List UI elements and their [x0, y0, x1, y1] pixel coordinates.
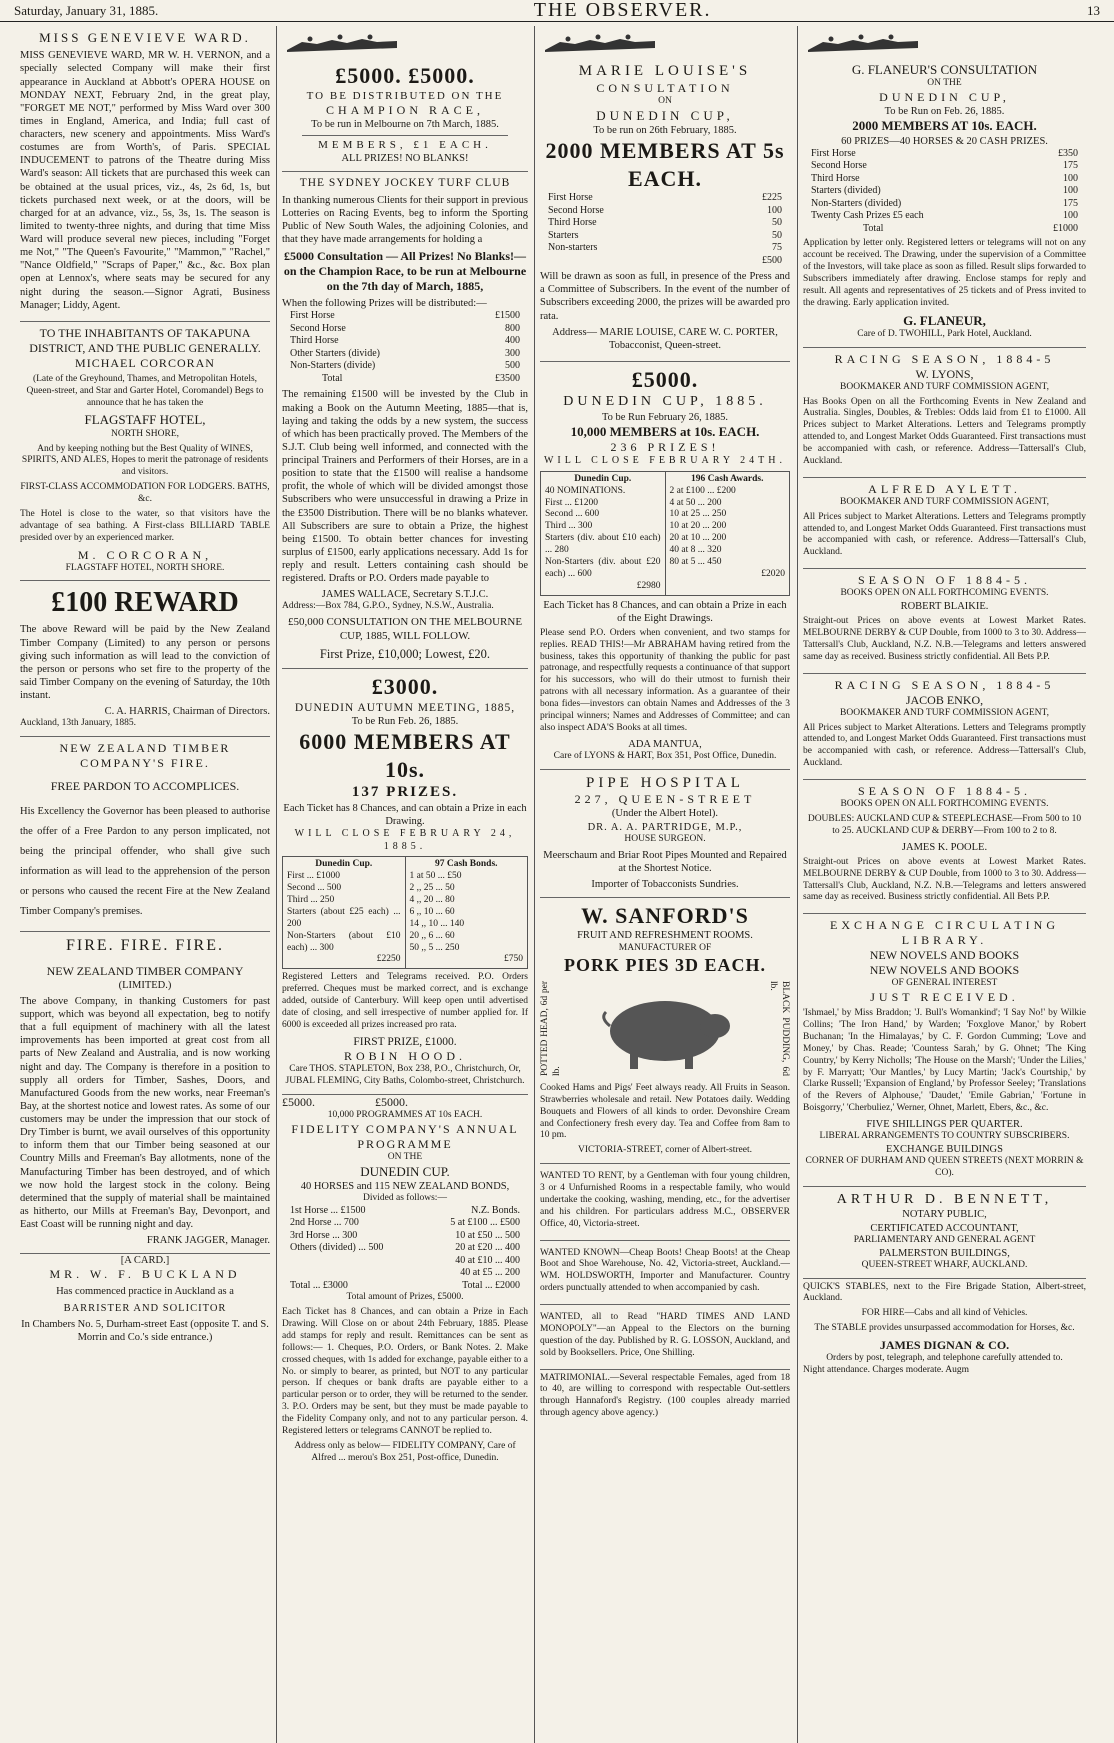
d3000-address: Care THOS. STAPLETON, Box 238, P.O., Christchurch, Or, JUBAL FLEMING, City Baths, Colombo-street, Christchurch. — [285, 1064, 525, 1086]
column-rule — [534, 26, 535, 1743]
quick-stable: The STABLE provides unsurpassed accommodation for Horses, &c. — [814, 1323, 1075, 1334]
column-rule — [276, 26, 277, 1743]
enko-body: All Prices subject to Market Alterations. Letters and Telegrams promptly attended to, and Longest Market Odds Guaranteed. First transactions must be accompanied with cash, or reference. Address—Tattersall's Club, Auckland. — [803, 722, 1086, 769]
aylett-role: BOOKMAKER AND TURF COMMISSION AGENT, — [840, 496, 1049, 507]
d5000-body: Please send P.O. Orders when convenient, and two stamps for replies. READ THIS!—Mr ABRAHAM having retired from the business, takes this opportunity of thanking the public for past patronage, and respectfully requests a continuance of that support for his successors, who will do their utmost to furnish their patrons with all necessary information. As a guarantee of their bona fides—investors can obtain Names and Addresses of the 3 principal winners; Names and Addresses of Committee; and can also inspect ADA'S Books at all times. — [540, 627, 790, 733]
sanford-side-right: BLACK PUDDING, 6d lb. — [768, 980, 790, 1076]
d5000-heading: DUNEDIN CUP, 1885. — [563, 394, 767, 410]
prize-row: First Horse £1500 — [290, 310, 520, 322]
bennett-building: PALMERSTON BUILDINGS, — [879, 1247, 1010, 1259]
flaneur-ad — [803, 26, 1086, 348]
flan-prizes-heading: 60 PRIZES—40 HORSES & 20 CASH PRIZES. — [841, 135, 1048, 147]
reward-body: The above Reward will be paid by the New Zealand Timber Company (Limited) to any person or persons giving such information as will lead to the conviction of the person or persons who set fire to the property of the said Timber Company on the evening of Saturday, the 10th instant. — [20, 624, 270, 701]
library-received: JUST RECEIVED. — [870, 990, 1019, 1005]
sanford-ad — [540, 898, 790, 1164]
poole-ad — [803, 780, 1086, 914]
d5000-awards-column: 196 Cash Awards. 2 at £100 ... £200 4 at 50 ... 200 10 at 25 ... 250 10 at 20 ... 200 20 at 10 ... 200 40 at 8 ... 320 80 at 5 ... 450 £2020 — [665, 472, 790, 595]
fid-row: 1st Horse ... £1500 N.Z. Bonds. — [290, 1204, 520, 1216]
prize-row: Third Horse 100 — [811, 172, 1078, 184]
takapuna-signature: M. CORCORAN, — [77, 547, 213, 562]
buckland-heading: MR. W. F. BUCKLAND — [49, 1267, 241, 1282]
d5000-cup-column: Dunedin Cup. 40 NOMINATIONS. First ... £1200 Second ... 600 Third ... 300 Starters (div. about £10 each) ... 280 Non-Starters (div. about £20 each) ... 600 £2980 — [545, 473, 661, 591]
bennett-ad — [803, 1187, 1086, 1279]
prize-row: Non-starters 75 — [548, 242, 782, 254]
fid-programmes: 10,000 PROGRAMMES AT 10s EACH. — [327, 1109, 483, 1120]
dunedin-3000-ad — [282, 669, 528, 1094]
sanford-side-left: POTTED HEAD, 6d per lb. — [540, 980, 562, 1076]
champion-sub: TO BE DISTRIBUTED ON THE — [306, 89, 504, 102]
prize-row: First Horse £225 — [548, 192, 782, 204]
sanford-body: Cooked Hams and Pigs' Feet always ready. All Fruits in Season. Strawberries wholesale and retail. New Potatoes daily. Wedding Bouquets and Flowers of all kinds to order. Devonshire Cream and Confectionery fresh every day. Tea and Coffee from 8am to 10 pm. — [540, 1082, 790, 1141]
sydney-next: £50,000 CONSULTATION ON THE MELBOURNE CUP, 1885, WILL FOLLOW. — [287, 616, 523, 642]
column-rule — [797, 26, 798, 1743]
marie-when: To be run on 26th February, 1885. — [593, 125, 737, 136]
d3000-members: 6000 MEMBERS AT 10s. — [299, 729, 511, 782]
d3000-prizes: 137 PRIZES. — [351, 784, 459, 801]
pardon-heading: FREE PARDON TO ACCOMPLICES. — [50, 779, 240, 794]
d5000-prizes: 236 PRIZES! — [610, 440, 720, 455]
wanted-boots: WANTED KNOWN—Cheap Boots! Cheap Boots! at the Cheap Boot and Shoe Warehouse, No. 42, Victoria-street, Auckland.—WM. HOLDSWORTH, Importer and Manufacturer. Country orders punctually attended to when accompanied by cash. — [540, 1247, 790, 1294]
bennett-heading: ARTHUR D. BENNETT, — [836, 1191, 1053, 1207]
d3000-heading: DUNEDIN AUTUMN MEETING, 1885, — [294, 701, 516, 714]
sydney-signature: JAMES WALLACE, Secretary S.T.J.C. — [321, 589, 489, 601]
buckland-address: In Chambers No. 5, Durham-street East (opposite T. and S. Morrin and Co.'s side entrance.) — [21, 1318, 269, 1343]
wanted-boots-ad — [540, 1241, 790, 1306]
d5000-table — [540, 471, 790, 596]
column-2 — [282, 26, 528, 1743]
reward-heading: £100 REWARD — [51, 587, 239, 619]
d3000-cup-column: Dunedin Cup. First ... £1000 Second ... 500 Third ... 250 Starters (about £25 each) ... 200 Non-Starters (about £10 each) ... 300 £2250 — [287, 859, 401, 965]
fid-amount: £5000. £5000. — [282, 1094, 408, 1109]
reward-date: Auckland, 13th January, 1885. — [20, 718, 136, 729]
fid-cup: DUNEDIN CUP. — [360, 1163, 450, 1179]
quick-body: QUICK'S STABLES, next to the Fire Brigade Station, Albert-street, Auckland. — [803, 1281, 1086, 1304]
sydney-body: In thanking numerous Clients for their support in previous Lotteries on Racing Events, beg to inform the Sporting Public of New South Wales, the adjoining Colonies, and that they have made arrangements for holding a — [282, 194, 528, 246]
d5000-when: To be Run February 26, 1885. — [601, 411, 729, 423]
sanford-heading: W. SANFORD'S — [581, 902, 749, 928]
enko-role: BOOKMAKER AND TURF COMMISSION AGENT, — [840, 707, 1049, 718]
fid-horses: 40 HORSES and 115 NEW ZEALAND BONDS, — [300, 1180, 510, 1192]
fid-row: Others (divided) ... 500 20 at £20 ... 400 — [290, 1242, 520, 1254]
d5000-amount: £5000. — [631, 366, 699, 392]
fid-row: 40 at £10 ... 400 — [455, 1254, 520, 1266]
prize-row: Non-Starters (divided) 175 — [811, 197, 1078, 209]
library-heading: EXCHANGE CIRCULATING LIBRARY. — [830, 918, 1059, 948]
sydney-body-2: The remaining £1500 will be invested by the Club in making a Book on the Autumn Meeting, 1885—that is, laying and taking the odds by a new system, the success of which has been practically proved. The Members of the S.J.T. Club being well informed, and connected with the principal Trainers and Performers of their Horses, are in a position to state that the £1500 will realise a handsome profit, the whole of which will be divided amongst those Subscribers who were unsuccessful in drawing a Prize in the £3500 Distribution. There will be no blanks whatever. All Subscribers are sure to obtain a Prize, the highest being £1500. To obtain better chances for investing surplus of £1500, early applications necessary. Add 1s for reply and result. Letters containing cash should be registered. Drafts or P.O. Orders made payable to — [282, 389, 528, 585]
flan-signature: G. FLANEUR, — [903, 312, 986, 328]
sanford-address: VICTORIA-STREET, corner of Albert-street. — [577, 1145, 753, 1156]
prize-row: Second Horse 100 — [548, 204, 782, 216]
nztc-limited: (LIMITED.) — [118, 979, 172, 991]
pipe-doctor: DR. A. A. PARTRIDGE, M.P., — [587, 821, 743, 833]
poole-name: JAMES K. POOLE. — [901, 841, 988, 853]
library-liberal: LIBERAL ARRANGEMENTS TO COUNTRY SUBSCRIBERS. — [819, 1131, 1070, 1142]
takapuna-body-3: The Hotel is close to the water, so that visitors have the advantage of sea bathing. A First-class BILLIARD TABLE presided over by an experienced marker. — [20, 508, 270, 543]
library-ad — [803, 914, 1086, 1187]
wanted-rent: WANTED TO RENT, by a Gentleman with four young children, 3 or 4 Unfurnished Rooms in a respectable family, who would undertake the cooking, washing, mending, etc., for the advertiser and his children. For particulars address M.C., OBSERVER Office, 40, Victoria-street. — [540, 1171, 790, 1229]
bennett-role-3: PARLIAMENTARY AND GENERAL AGENT — [853, 1234, 1036, 1245]
blaikie-books: BOOKS OPEN ON ALL FORTHCOMING EVENTS. — [840, 588, 1049, 599]
nztc-fire-heading: NEW ZEALAND TIMBER COMPANY'S FIRE. — [59, 741, 231, 771]
nztc-ad — [20, 932, 270, 1255]
fid-row: 2nd Horse ... 700 5 at £100 ... £500 — [290, 1217, 520, 1229]
d3000-close: WILL CLOSE FEBRUARY 24, 1885. — [294, 828, 516, 852]
aylett-heading: ALFRED AYLETT. — [868, 481, 1021, 496]
marie-heading: MARIE LOUISE'S — [578, 63, 752, 80]
blaikie-name: ROBERT BLAIKIE. — [900, 601, 989, 612]
fid-heading: FIDELITY COMPANY'S ANNUAL PROGRAMME — [291, 1121, 519, 1151]
takapuna-heading: TO THE INHABITANTS OF TAKAPUNA DISTRICT, AND THE PUBLIC GENERALLY. — [29, 325, 261, 355]
marie-body: Will be drawn as soon as full, in presence of the Press and a Committee of Subscribers. In the event of the number of Subscribers exceeding 2000, the prizes will be awarded pro rata. — [540, 271, 790, 322]
library-new-2: NEW NOVELS AND BOOKS — [869, 963, 1020, 978]
champion-prizes: ALL PRIZES! NO BLANKS! — [341, 153, 469, 165]
sanford-pies: PORK PIES 3D EACH. — [563, 955, 767, 976]
d3000-table — [282, 856, 528, 969]
library-body: 'Ishmael,' by Miss Braddon; 'J. Bull's Womankind'; 'I Say No!' by Wilkie Collins; 'The Iron Hand,' by Warden; 'Foxglove Manor,' by Robert Buchanan; 'In the Himalayas,' by C. F. Gordon Cumming; 'Love and Money,' by Chas. Reade; 'Countess Sarah,' by G. Ohnet; 'The King Country,' by Kerry Nicholls; 'The House on the Marsh'; 'Under the Lilies,' by F. Marryatt; 'Our Mantles,' by Lucy Martin; 'Jack's Courtship,' by Clarke Russell; 'Expansion of England,' by Professor Seeley; 'Translations of the Revers of Alphouse,' 'Daudet,' 'Emile Gabrian,' 'Fortune in Boisgorry,' 'Cherbuliez,' Werner, Ohnet, Marlett, Ebers, &c., &c. — [803, 1008, 1086, 1114]
lyons-name: W. LYONS, — [915, 366, 974, 381]
takapuna-hotel: FLAGSTAFF HOTEL, — [84, 412, 206, 428]
flan-when: To be Run on Feb. 26, 1885. — [884, 106, 1005, 118]
buckland-ad — [20, 1254, 270, 1344]
takapuna-north: NORTH SHORE, — [110, 428, 180, 439]
nztc-signature: FRANK JAGGER, Manager. — [146, 1235, 270, 1247]
sydney-ad — [282, 172, 528, 669]
quick-stables-ad — [803, 1282, 1086, 1377]
pardon-body: His Excellency the Governor has been pleased to authorise the offer of a Free Pardon to any person implicated, not being the principal offender, who shall give such information as will lead to the apprehension of the person or persons who caused the recent Fire at the New Zealand Timber Company's premises. — [20, 806, 270, 917]
pipe-under: (Under the Albert Hotel). — [611, 808, 719, 820]
flan-cup: DUNEDIN CUP, — [879, 90, 1010, 105]
champion-members: MEMBERS, £1 EACH. — [318, 138, 492, 151]
library-fee: FIVE SHILLINGS PER QUARTER. — [866, 1119, 1023, 1130]
masthead-page: 13 — [1086, 2, 1100, 18]
lyons-heading: RACING SEASON, 1884-5 — [834, 351, 1055, 366]
flan-address: Care of D. TWOHILL, Park Hotel, Auckland. — [857, 328, 1032, 339]
enko-ad — [803, 674, 1086, 780]
fid-row: 3rd Horse ... 300 10 at £50 ... 500 — [290, 1229, 520, 1241]
racehorses-icon — [540, 32, 660, 54]
sydney-heading: THE SYDNEY JOCKEY TURF CLUB — [299, 177, 511, 190]
enko-name: JACOB ENKO, — [905, 692, 984, 707]
fire-row: FIRE. FIRE. FIRE. — [65, 936, 224, 954]
prize-row: Third Horse 400 — [290, 335, 520, 347]
blaikie-heading: SEASON OF 1884-5. — [857, 573, 1031, 588]
pipe-hospital-ad — [540, 770, 790, 898]
fid-body: Each Ticket has 8 Chances, and can obtain a Prize in Each Drawing. Will Close on or about 24th February, 1885. Please add stamps for reply and result. Remittances can be sent as follows:— 1. Cheques, P.O. Orders, or Bank Notes. 2. Make crossed cheques, with 1s added for exchange, payable either to a No. or simply to bearer, as printed, but NOT to any particular person. If cheques or bank drafts are payable either to a particular person or to order, they will be returned to the sender. 3. P.O. Orders may be sent, but they must be made payable to the Fidelity Company only, and not to any particular person. 4. Registered letters or telegrams CANNOT be replied to. — [282, 1307, 528, 1436]
prize-row: First Horse £350 — [811, 147, 1078, 159]
library-interest: OF GENERAL INTEREST — [891, 978, 998, 989]
poole-body: Straight-out Prices on above events at Lowest Market Rates. MELBOURNE DERBY & CUP Double, from 1000 to 3 to 30. Address—Tattersall's Club, Auckland, N.Z. N.B.—Telegrams and letters answered same day as received. Business strictly confidential. All Bets P.P. — [803, 856, 1086, 903]
enko-heading: RACING SEASON, 1884-5 — [834, 677, 1055, 692]
bennett-role-2: CERTIFICATED ACCOUNTANT, — [870, 1222, 1019, 1234]
prize-total: £500 — [762, 254, 782, 266]
sydney-when: When the following Prizes will be distributed:— — [282, 298, 487, 310]
d5000-address: Care of LYONS & HART, Box 351, Post Office, Dunedin. — [553, 750, 777, 761]
column-3 — [540, 26, 790, 1743]
champion-amount: £5000. £5000. — [335, 63, 475, 89]
poole-doubles: DOUBLES: AUCKLAND CUP & STEEPLECHASE—From 500 to 10 to 25. AUCKLAND CUP & DERBY—From 100 to 2 to 8. — [807, 813, 1082, 836]
masthead-title: THE OBSERVER. — [533, 0, 712, 21]
d5000-signature: ADA MANTUA, — [628, 738, 702, 750]
flan-members: 2000 MEMBERS AT 10s. EACH. — [852, 118, 1037, 134]
marie-members: 2000 MEMBERS AT 5s EACH. — [545, 138, 785, 191]
prize-total: Total £3500 — [322, 372, 520, 384]
d3000-signature: ROBIN HOOD. — [344, 1049, 466, 1063]
takapuna-signature-2: FLAGSTAFF HOTEL, NORTH SHORE. — [65, 562, 225, 573]
takapuna-body: (Late of the Greyhound, Thames, and Metropolitan Hotels, Queen-street, and Star and Garter Hotel, Coromandel) Begs to announce that he has taken the — [26, 373, 264, 408]
sydney-first-prize: First Prize, £10,000; Lowest, £20. — [319, 646, 491, 661]
nztc-heading: NEW ZEALAND TIMBER COMPANY — [46, 963, 244, 978]
prize-row: Third Horse 50 — [548, 217, 782, 229]
champion-race: CHAMPION RACE, — [325, 103, 484, 118]
wanted-read: WANTED, all to Read "HARD TIMES AND LAND MONOPOLY"—an Appeal to the Electors on the burning question of the day. Published by R. G. LOSSON, Auckland, and sold by Booksellers. Price, One Shilling. — [540, 1312, 790, 1358]
prize-row: Second Horse 800 — [290, 322, 520, 334]
aylett-ad — [803, 478, 1086, 569]
quick-orders: Orders by post, telegraph, and telephone carefully attended to. — [826, 1353, 1063, 1363]
fid-row: Total ... £3000 Total ... £2000 — [290, 1279, 520, 1291]
poole-books: BOOKS OPEN ON ALL FORTHCOMING EVENTS. — [840, 799, 1049, 809]
fid-divided: Divided as follows:— — [363, 1192, 447, 1203]
ward-ad — [20, 26, 270, 322]
card-label: [A CARD.] — [120, 1255, 170, 1267]
masthead — [0, 0, 1114, 22]
marie-consult: CONSULTATION — [596, 80, 734, 95]
takapuna-name: MICHAEL CORCORAN — [75, 355, 215, 370]
prize-row: Second Horse 175 — [811, 160, 1078, 172]
lyons-ad — [803, 348, 1086, 478]
prize-total: Total £1000 — [863, 222, 1078, 234]
d3000-each: Each Ticket has 8 Chances, and can obtain a Prize in each Drawing. — [283, 803, 527, 828]
marie-address: Address— MARIE LOUISE, CARE W. C. PORTER, Tobacconist, Queen-street. — [552, 326, 778, 351]
flan-heading: G. FLANEUR'S CONSULTATION — [851, 62, 1038, 78]
quick-night: Night attendance. Charges moderate. Augm — [803, 1364, 970, 1375]
library-new-1: NEW NOVELS AND BOOKS — [869, 948, 1020, 963]
reward-ad — [20, 581, 270, 737]
d3000-amount: £3000. — [371, 674, 439, 700]
d3000-bonds-column: 97 Cash Bonds. 1 at 50 ... £50 2 ,, 25 ... 50 4 ,, 20 ... 80 6 ,, 10 ... 60 14 ,, 10 ... 140 20 ,, 6 ... 60 50 ,, 5 ... 250 £750 — [405, 857, 528, 968]
library-corner: CORNER OF DURHAM AND QUEEN STREETS (NEXT MORRIN & CO). — [805, 1156, 1084, 1178]
pipe-address: 227, QUEEN-STREET — [574, 792, 756, 807]
fid-row: 40 at £5 ... 200 — [460, 1267, 520, 1279]
pipe-surgeon: HOUSE SURGEON. — [624, 833, 706, 844]
flan-body: Application by letter only. Registered letters or telegrams will not on any account be received. The Drawing, under the supervision of a Committee of the Investors, will take place as soon as filled. Result slips forwarded to Subscribers immediately after drawing. Enclose stamps for reply and result. All agents and representatives of 25 tickets and of Press invited to the drawing. Early application invited. — [803, 238, 1086, 308]
wanted-read-ad — [540, 1305, 790, 1370]
d5000-each: Each Ticket has 8 Chances, and can obtain a Prize in each of the Eight Drawings. — [543, 599, 787, 624]
blaikie-body: Straight-out Prices on above events at Lowest Market Rates. MELBOURNE DERBY & CUP Double, from 1000 to 3 to 30. Address—Tattersall's Club, Auckland, N.Z. N.B.—Telegrams and letters answered same day as received. Business strictly confidential. All Bets P.P. — [803, 616, 1086, 662]
takapuna-first-class: FIRST-CLASS ACCOMMODATION FOR LODGERS. BATHS, &c. — [20, 482, 270, 504]
column-4 — [803, 26, 1086, 1743]
prize-row: Twenty Cash Prizes £5 each 100 — [811, 210, 1078, 222]
d5000-close: WILL CLOSE FEBRUARY 24TH. — [543, 455, 787, 467]
library-exchange: EXCHANGE BUILDINGS — [886, 1144, 1003, 1155]
quick-name: JAMES DIGNAN & CO. — [879, 1338, 1010, 1352]
blaikie-ad — [803, 569, 1086, 674]
matrimonial-ad — [540, 1373, 790, 1421]
champion-when: To be run in Melbourne on 7th March, 1885. — [311, 119, 499, 131]
racehorses-icon — [803, 32, 923, 54]
prize-row: Other Starters (divide) 300 — [290, 347, 520, 359]
ward-body: MISS GENEVIEVE WARD, MR W. H. VERNON, and a specially selected Company will make their first appearance in Auckland at Abbott's OPERA HOUSE on MONDAY NEXT, February 2nd, in the great play, "FORGET ME NOT," performed by Miss Ward over 300 times in England, America, and India; full cast of characters, new scenery and appointments. Miss Ward's costumes are from Worth's, of Paris. SPECIAL INDUCEMENT to patrons of the Theatre during Miss Ward's season: All tickets that are purchased this week can be obtained at the usual prices, viz., 4s, 2s 6d, 1s, but tickets purchased next week, or at the doors, will be charged for at an advance, viz., 5s, 3s, 1s. The season is limited to twenty-three nights, and during that time Miss Ward will produce several new pieces, including "Forget me Not," "The Queen's Favourite," "Mammon," "Rachel," "Nance Oldfield," "Scraps of Paper," &c., &c. Box plan open at Lennox's, where seats may be secured for any night during the season.—Signor Agrati, Business Manager; Liddy, Agent. — [20, 50, 270, 311]
quick-hire: FOR HIRE—Cabs and all kind of Vehicles. — [861, 1308, 1028, 1319]
fidelity-ad — [282, 1095, 528, 1465]
poole-heading: SEASON OF 1884-5. — [857, 784, 1031, 798]
fid-on: ON THE — [387, 1151, 423, 1162]
prize-row: Starters (divided) 100 — [811, 185, 1078, 197]
wanted-rent-ad — [540, 1164, 790, 1240]
d3000-body: Registered Letters and Telegrams received. P.O. Orders preferred. Cheques must be marked correct, and is exchange added, outside of Canterbury. Will keep open until advertised date of closing, and sell irrespective of number applied for. If 6000 is exceeded all prizes increased pro rata. — [282, 972, 528, 1030]
pipe-importer: Importer of Tobacconists Sundries. — [591, 878, 739, 890]
pipe-body: Meerschaum and Briar Root Pipes Mounted and Repaired at the Shortest Notice. — [543, 849, 787, 874]
dunedin-5000-ad — [540, 362, 790, 770]
lyons-role: BOOKMAKER AND TURF COMMISSION AGENT, — [840, 381, 1049, 392]
buckland-role: BARRISTER AND SOLICITOR — [63, 1302, 227, 1314]
flan-on: ON THE — [927, 78, 962, 89]
marie-cup: DUNEDIN CUP, — [596, 107, 734, 123]
sanford-manufacturer: MANUFACTURER OF — [618, 942, 712, 953]
reward-signature: C. A. HARRIS, Chairman of Directors. — [104, 706, 270, 718]
nztc-body: The above Company, in thanking Customers for past support, which was beyond all expectation, beg to notify that a full equipment of machinery with all the latest improvements has been imported at great cost from all parts of New Zealand and Australia, and is now working night and day. The Company is therefore in a position to supply all orders for Timber, Sashes, Doors, and Manufactured Goods from the new works, near Freeman's Bay, at the shortest notice and lowest rates. As some of our customers may be under the impression that our stock of Dry Timber is burnt, we avail ourselves of this opportunity to inform them that our Timber being seasoned at our Country Mills and Freeman's Bay allotments, none of the Manufacturing Timber has been destroyed, and of which we now hold the largest stock in the colony. Being determined that the supply of material shall be maintained as hitherto, our Mills at Freeman's Bay, Devonport, and East Coast will be running night and day. — [20, 995, 270, 1230]
racehorses-icon — [282, 32, 402, 54]
buckland-body: Has commenced practice in Auckland as a — [56, 1286, 234, 1298]
aylett-body: All Prices subject to Market Alterations. Letters and Telegrams promptly attended to, and Longest Market Odds Guaranteed. First transactions must be accompanied with cash, or reference. Address—Tattersall's Club, Auckland. — [803, 511, 1086, 558]
fid-address: Address only as below— FIDELITY COMPANY, Care of Alfred ... merou's Box 251, Post-office, Dunedin. — [294, 1440, 516, 1463]
ward-heading: MISS GENEVIEVE WARD. — [39, 30, 251, 45]
matrimonial: MATRIMONIAL.—Several respectable Females, aged from 18 to 40, are willing to correspond with respectable Out-settlers through Hannaford's Registry. (100 couples already married through agency above agency.) — [540, 1372, 790, 1419]
champion-ad — [282, 26, 528, 172]
pipe-heading: PIPE HOSPITAL — [586, 774, 744, 791]
sydney-bold: £5000 Consultation — All Prizes! No Blanks!—on the Champion Race, to be run at Melbourne on the 7th day of March, 1885, — [283, 249, 527, 294]
marie-louise-ad — [540, 26, 790, 362]
d3000-first: FIRST PRIZE, £1000. — [353, 1035, 457, 1048]
prize-row: Non-Starters (divide) 500 — [290, 360, 520, 372]
divider — [302, 135, 508, 136]
bennett-role-1: NOTARY PUBLIC, — [902, 1209, 987, 1221]
lyons-body: Has Books Open on all the Forthcoming Events in New Zealand and Australia. Singles, Doubles, & Trebles: Odds laid from £1 to £1000. All Prices subject to Market Alterations. Letters and Telegrams promptly attended to, and Longest Market Odds Guaranteed. First transactions must be accompanied with cash, or reference. Address—Tattersall's Club, Auckland. — [803, 396, 1086, 466]
sydney-address: Address:—Box 784, G.P.O., Sydney, N.S.W., Australia. — [282, 601, 494, 612]
takapuna-ad — [20, 322, 270, 582]
takapuna-body-2: And by keeping nothing but the Best Quality of WINES, SPIRITS, AND ALES, Hopes to merit the patronage of residents and visitors. — [21, 443, 269, 478]
fid-total: Total amount of Prizes, £5000. — [346, 1292, 464, 1303]
marie-on: ON — [658, 95, 672, 106]
column-1 — [20, 26, 270, 1743]
sanford-sub: FRUIT AND REFRESHMENT ROOMS. — [577, 930, 753, 942]
pardon-ad — [20, 737, 270, 932]
bennett-address: QUEEN-STREET WHARF, AUCKLAND. — [861, 1259, 1028, 1270]
pig-icon — [590, 981, 740, 1076]
d3000-when: To be Run Feb. 26, 1885. — [351, 716, 459, 728]
d5000-members: 10,000 MEMBERS at 10s. EACH. — [570, 424, 760, 439]
prize-row: Starters 50 — [548, 229, 782, 241]
masthead-date: Saturday, January 31, 1885. — [14, 2, 159, 18]
